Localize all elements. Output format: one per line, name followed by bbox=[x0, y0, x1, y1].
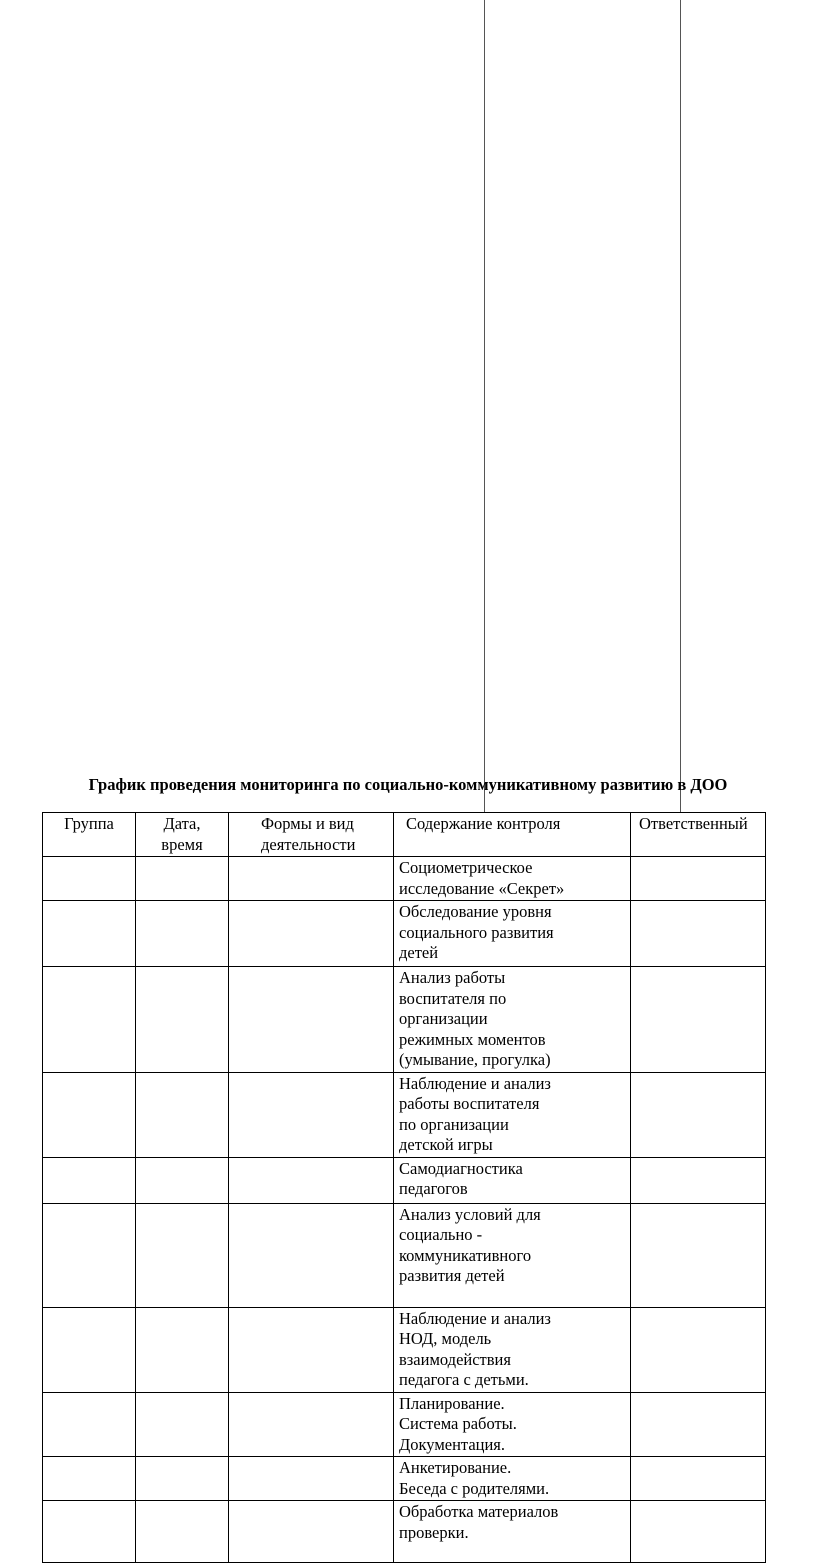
cell-content: Самодиагностика педагогов bbox=[394, 1157, 631, 1203]
cell-forms bbox=[229, 1307, 394, 1392]
header-group: Группа bbox=[43, 813, 136, 857]
header-content: Содержание контроля bbox=[394, 813, 631, 857]
cell-group bbox=[43, 1072, 136, 1157]
cell-forms bbox=[229, 1392, 394, 1457]
cell-group bbox=[43, 1457, 136, 1501]
table-row bbox=[43, 1307, 766, 1392]
page-title: График проведения мониторинга по социально-коммуникативному развитию в ДОО bbox=[88, 775, 728, 794]
cell-forms bbox=[229, 1157, 394, 1203]
cell-content: Анализ работы воспитателя по организации режимных моментов (умывание, прогулка) bbox=[394, 967, 631, 1073]
vertical-rule-left bbox=[484, 0, 485, 812]
vertical-rule-right bbox=[680, 0, 681, 812]
cell-responsible bbox=[631, 857, 766, 901]
cell-date-time bbox=[136, 1307, 229, 1392]
monitoring-schedule-table bbox=[42, 812, 766, 1563]
cell-forms bbox=[229, 857, 394, 901]
cell-responsible bbox=[631, 967, 766, 1073]
cell-forms bbox=[229, 1457, 394, 1501]
header-date-time: Дата, время bbox=[136, 813, 229, 857]
table-row bbox=[43, 1203, 766, 1307]
cell-group bbox=[43, 1157, 136, 1203]
cell-date-time bbox=[136, 1072, 229, 1157]
cell-group bbox=[43, 901, 136, 967]
table-row bbox=[43, 967, 766, 1073]
table-row bbox=[43, 1157, 766, 1203]
cell-content: Анкетирование. Беседа с родителями. bbox=[394, 1457, 631, 1501]
cell-date-time bbox=[136, 1457, 229, 1501]
header-forms: Формы и вид деятельности bbox=[229, 813, 394, 857]
table-row bbox=[43, 1457, 766, 1501]
cell-forms bbox=[229, 1501, 394, 1563]
cell-responsible bbox=[631, 1203, 766, 1307]
cell-responsible bbox=[631, 1157, 766, 1203]
cell-forms bbox=[229, 1072, 394, 1157]
cell-group bbox=[43, 1307, 136, 1392]
cell-responsible bbox=[631, 1501, 766, 1563]
cell-forms bbox=[229, 901, 394, 967]
cell-content: Обследование уровня социального развития детей bbox=[394, 901, 631, 967]
table-row bbox=[43, 901, 766, 967]
cell-date-time bbox=[136, 1392, 229, 1457]
table-header-row bbox=[43, 813, 766, 857]
cell-date-time bbox=[136, 901, 229, 967]
cell-forms bbox=[229, 1203, 394, 1307]
cell-forms bbox=[229, 967, 394, 1073]
cell-date-time bbox=[136, 1203, 229, 1307]
cell-content: Анализ условий для социально - коммуникативного развития детей bbox=[394, 1203, 631, 1307]
cell-date-time bbox=[136, 857, 229, 901]
cell-responsible bbox=[631, 1392, 766, 1457]
cell-date-time bbox=[136, 967, 229, 1073]
cell-group bbox=[43, 1501, 136, 1563]
cell-group bbox=[43, 1203, 136, 1307]
cell-date-time bbox=[136, 1501, 229, 1563]
table-row bbox=[43, 1501, 766, 1563]
cell-content: Планирование. Система работы. Документация. bbox=[394, 1392, 631, 1457]
cell-responsible bbox=[631, 1072, 766, 1157]
cell-responsible bbox=[631, 1307, 766, 1392]
header-responsible: Ответственный bbox=[631, 813, 766, 857]
cell-content: Наблюдение и анализ НОД, модель взаимодействия педагога с детьми. bbox=[394, 1307, 631, 1392]
cell-content: Наблюдение и анализ работы воспитателя по организации детской игры bbox=[394, 1072, 631, 1157]
table-row bbox=[43, 1392, 766, 1457]
cell-group bbox=[43, 967, 136, 1073]
table-row bbox=[43, 857, 766, 901]
cell-group bbox=[43, 857, 136, 901]
cell-responsible bbox=[631, 1457, 766, 1501]
cell-content: Социометрическое исследование «Секрет» bbox=[394, 857, 631, 901]
cell-responsible bbox=[631, 901, 766, 967]
table-row bbox=[43, 1072, 766, 1157]
cell-content: Обработка материалов проверки. bbox=[394, 1501, 631, 1563]
cell-date-time bbox=[136, 1157, 229, 1203]
cell-group bbox=[43, 1392, 136, 1457]
